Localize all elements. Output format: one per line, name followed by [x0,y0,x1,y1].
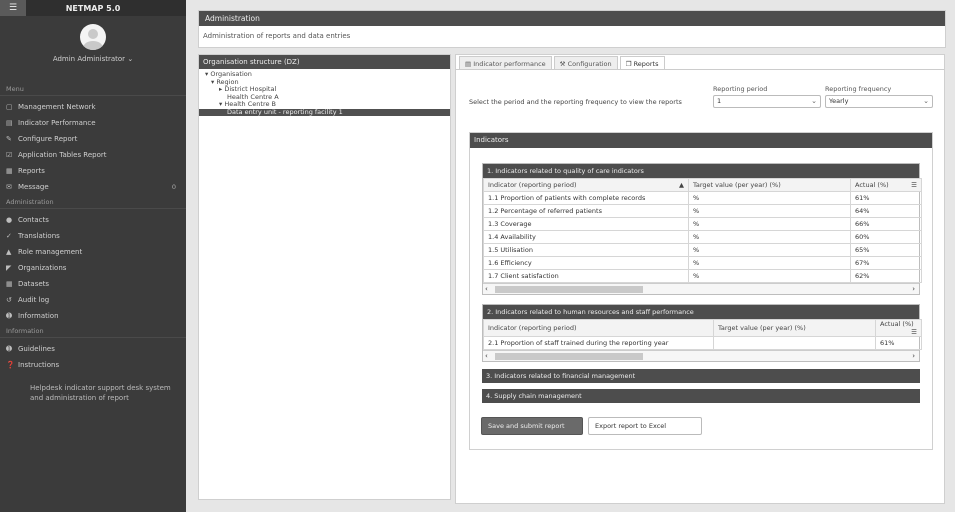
column-header-label: Indicator (reporting period) [488,181,577,189]
app-brand: NETMAP 5.0 [65,3,121,13]
sidebar-header [0,0,186,16]
sidebar-item-configure-report[interactable] [0,131,186,147]
bank-icon: ◤ [6,264,12,272]
tree-node[interactable]: ▾ Organisation [205,70,252,78]
sidebar-item-reports[interactable] [0,163,186,179]
grid-title: 1. Indicators related to quality of care indicators [483,164,919,178]
user-panel [0,16,186,82]
sidebar-item-label: Information [18,312,59,320]
username: Admin Administrator [52,55,126,63]
column-header[interactable]: Target value (per year) (%) [714,320,876,337]
sidebar-item-information[interactable] [0,308,186,324]
sidebar-item-guidelines[interactable] [0,341,186,357]
copy-icon: ❐ [625,60,632,68]
column-header[interactable]: Indicator (reporting period) [484,320,714,337]
grid-title: 2. Indicators related to human resources and staff performance [483,305,919,319]
tree-node[interactable]: ▸ District Hospital [219,85,277,93]
report-panel [455,54,945,504]
info-icon: ➊ [6,312,12,320]
column-header[interactable] [876,320,922,337]
tab-reports[interactable] [620,56,665,69]
table-cell: 1.5 Utilisation [484,244,689,257]
sidebar [0,0,186,512]
table-cell: 62% [851,270,922,283]
indicator-grid-2 [482,304,920,362]
info-icon: ➊ [6,345,12,353]
sidebar-item-label: Configure Report [18,135,78,143]
table-cell: 60% [851,231,922,244]
column-header-label: Actual (%) [880,320,914,328]
tab-label: Indicator performance [473,60,546,68]
chevron-down-icon: ⌄ [811,97,817,105]
frequency-caption: Reporting frequency [825,85,892,93]
column-header[interactable] [851,179,922,192]
table-row[interactable] [484,205,922,218]
table-cell: 1.3 Coverage [484,218,689,231]
table-cell[interactable]: % [689,270,851,283]
user-menu[interactable] [0,55,186,63]
column-header[interactable]: Target value (per year) (%) [689,179,851,192]
period-select[interactable] [713,95,821,108]
column-menu-icon[interactable]: ☰ [911,181,917,189]
tree-node-selected[interactable]: Data entry unit - reporting facility 1 [199,109,450,117]
report-box [469,132,933,450]
table-cell[interactable]: % [689,218,851,231]
translate-icon: ✓ [6,232,12,240]
tab-indicator-performance[interactable] [459,56,552,69]
avatar[interactable] [80,24,106,50]
column-header[interactable] [484,179,689,192]
column-menu-icon[interactable]: ☰ [911,328,917,336]
page-header [198,10,946,48]
tree-panel-title: Organisation structure (DZ) [199,55,450,69]
table-row[interactable] [484,270,922,283]
period-caption: Reporting period [713,85,768,93]
tab-configuration[interactable] [554,56,618,69]
sidebar-item-audit-log[interactable] [0,292,186,308]
period-filter [713,85,821,108]
export-excel-button[interactable]: Export report to Excel [588,417,702,435]
collapsed-section[interactable]: 3. Indicators related to financial management [482,369,920,383]
sidebar-section-title: Menu [0,82,186,96]
sidebar-footer: Helpdesk indicator support desk system and administration of report [30,384,171,402]
grid-icon: ▦ [6,280,13,288]
frequency-filter [825,85,933,108]
filter-label: Select the period and the reporting frequency to view the reports [469,98,682,106]
table-cell[interactable]: % [689,205,851,218]
page-title: Administration [199,11,945,26]
check-square-icon: ☑ [6,151,13,159]
tree-node[interactable]: Health Centre A [227,92,279,101]
table-row[interactable] [484,218,922,231]
org-tree [199,69,450,116]
table-header-row [484,179,922,192]
sidebar-item-label: Reports [18,167,45,175]
bar-chart-icon: ▤ [6,119,13,127]
frequency-select[interactable] [825,95,933,108]
sidebar-item-label: Organizations [18,264,67,272]
table-cell: 1.7 Client satisfaction [484,270,689,283]
table-cell[interactable]: % [689,231,851,244]
collapsed-section[interactable]: 4. Supply chain management [482,389,920,403]
frequency-value: Yearly [829,97,849,105]
sidebar-item-label: Contacts [18,216,49,224]
sidebar-item-label: Message [18,183,49,191]
indicator-table-1 [483,178,922,283]
chevron-left-icon[interactable]: ‹ [485,285,488,293]
sidebar-item-label: Datasets [18,280,50,288]
user-role-icon: ▲ [6,248,12,256]
table-cell: 64% [851,205,922,218]
table-cell: 1.4 Availability [484,231,689,244]
chevron-right-icon[interactable]: › [912,352,915,360]
tree-node[interactable]: ▾ Region [211,77,239,86]
table-cell: 61% [876,337,922,350]
sidebar-item-translations[interactable] [0,228,186,244]
indicator-table-2 [483,319,922,350]
sidebar-item-label: Guidelines [18,345,55,353]
edit-icon: ✎ [6,135,12,143]
sidebar-item-label: Indicator Performance [18,119,96,127]
sidebar-item-instructions[interactable] [0,357,186,373]
history-icon: ↺ [6,296,12,304]
table-row[interactable] [484,257,922,270]
horizontal-scrollbar[interactable] [483,350,919,361]
grid-icon: ▦ [6,167,13,175]
save-submit-button[interactable]: Save and submit report [481,417,583,435]
envelope-icon: ✉ [6,183,12,191]
table-cell[interactable]: % [689,257,851,270]
filter-row [456,83,944,113]
tab-label: Configuration [567,60,612,68]
tree-panel [198,54,451,500]
tab-label: Reports [633,60,659,68]
table-cell[interactable]: % [689,244,851,257]
table-row[interactable] [484,244,922,257]
sidebar-item-label: Management Network [18,103,96,111]
wrench-icon: ⚒ [559,60,566,68]
sidebar-item-role-management[interactable] [0,244,186,260]
report-title: Indicators [470,133,932,148]
chevron-right-icon[interactable]: › [912,285,915,293]
indicator-grid-1 [482,163,920,295]
tree-node[interactable]: ▾ Health Centre B [219,100,276,108]
sidebar-item-organizations[interactable] [0,260,186,276]
scrollbar-thumb[interactable] [495,286,643,293]
sidebar-item-application-tables[interactable] [0,147,186,163]
sort-asc-icon: ▲ [679,181,684,189]
bar-chart-icon: ▤ [465,60,472,68]
scrollbar-thumb[interactable] [495,353,643,360]
table-cell: 2.1 Proportion of staff trained during the reporting year [484,337,714,350]
table-cell: 1.6 Efficiency [484,257,689,270]
sidebar-item-label: Application Tables Report [18,151,107,159]
table-cell: 1.2 Percentage of referred patients [484,205,689,218]
sidebar-item-management-network[interactable] [0,99,186,115]
table-cell: 67% [851,257,922,270]
user-icon: ● [6,216,13,224]
table-cell: 61% [851,192,922,205]
table-cell: 66% [851,218,922,231]
sidebar-section-title: Administration [0,195,186,209]
chevron-down-icon: ⌄ [923,97,929,105]
table-row[interactable] [484,192,922,205]
table-cell: 1.1 Proportion of patients with complete records [484,192,689,205]
chevron-down-icon: ⌄ [127,55,134,63]
file-icon: ▢ [6,103,13,111]
period-value: 1 [717,97,722,105]
sidebar-item-label: Translations [18,232,60,240]
table-header-row [484,320,922,337]
page-description: Administration of reports and data entries [203,32,351,40]
sidebar-item-datasets[interactable] [0,276,186,292]
sidebar-item-contacts[interactable] [0,212,186,228]
sidebar-item-label: Audit log [18,296,50,304]
sidebar-item-label: Instructions [18,361,60,369]
question-icon: ❓ [6,361,15,369]
table-row[interactable] [484,231,922,244]
sidebar-item-indicator-performance[interactable] [0,115,186,131]
horizontal-scrollbar[interactable] [483,283,919,294]
hamburger-icon[interactable]: ☰ [0,0,26,16]
chevron-left-icon[interactable]: ‹ [485,352,488,360]
table-row[interactable] [484,337,922,350]
sidebar-item-message[interactable] [0,179,186,195]
message-count-badge: 0 [171,183,176,191]
column-header-label: Actual (%) [855,181,889,189]
table-cell: 65% [851,244,922,257]
table-cell[interactable] [714,337,876,350]
tab-bar [456,55,944,70]
table-cell[interactable]: % [689,192,851,205]
sidebar-item-label: Role management [18,248,83,256]
sidebar-section-title: Information [0,324,186,338]
